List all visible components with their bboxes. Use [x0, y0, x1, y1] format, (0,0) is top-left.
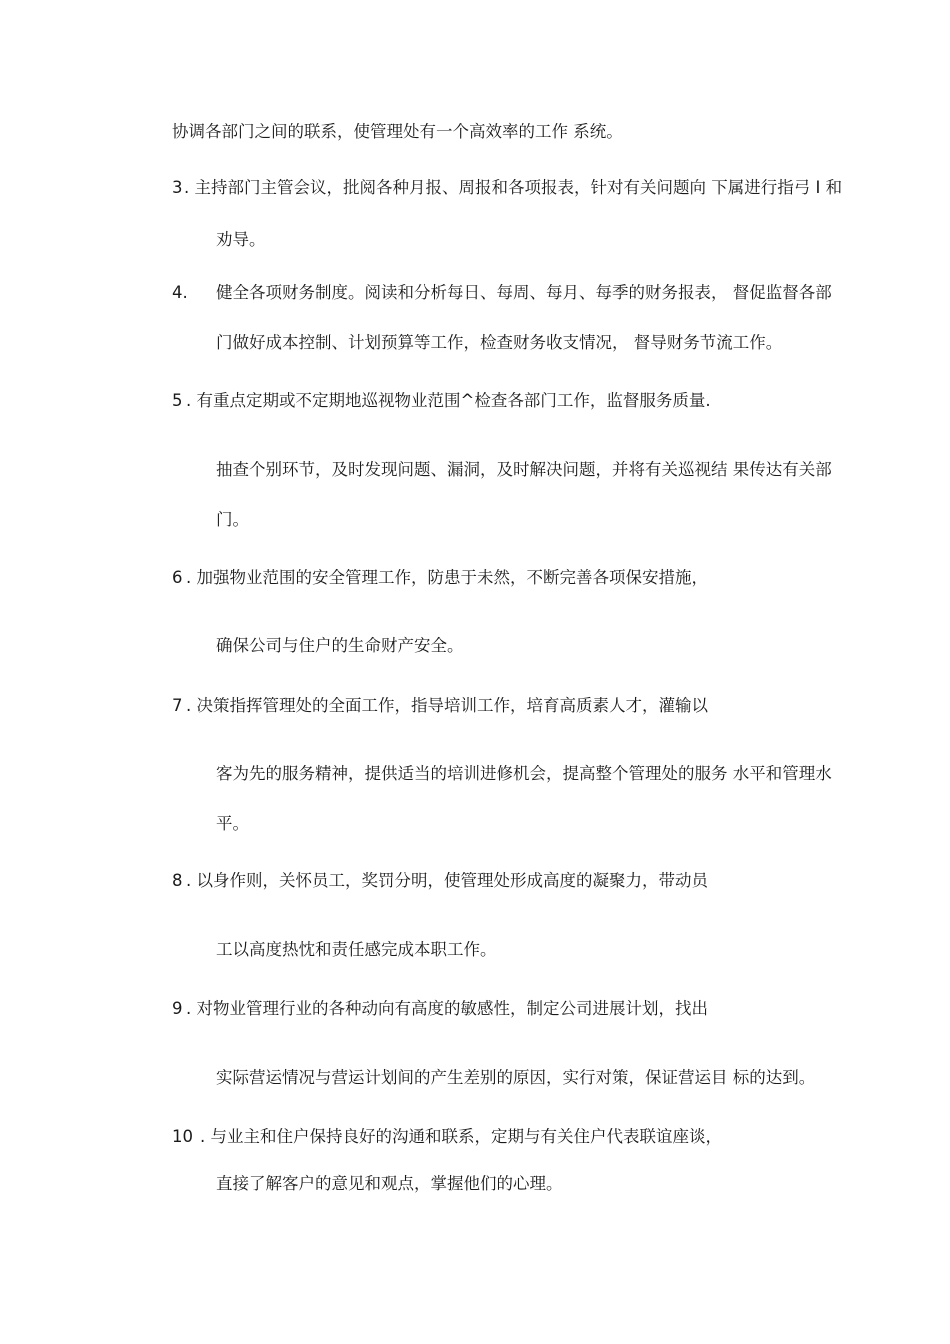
item-9-number: 9: [172, 999, 183, 1018]
item-6-number: 6: [172, 568, 183, 587]
item-4-number: 4.: [172, 283, 188, 302]
item-10-number: 10: [172, 1127, 193, 1146]
paragraph-0-line-1: 协调各部门之间的联系，使管理处有一个高效率的工作 系统。: [172, 122, 623, 141]
item-7-line-1: . 决策指挥管理处的全面工作，指导培训工作，培育高质素人才，灌输以: [186, 696, 708, 715]
item-6-line-1: . 加强物业范围的安全管理工作，防患于未然，不断完善各项保安措施，: [186, 568, 708, 587]
item-8-number: 8: [172, 871, 183, 890]
item-3-line-2: 劝导。: [216, 230, 266, 249]
item-9-line-2: 实际营运情况与营运计划间的产生差别的原因，实行对策，保证营运目 标的达到。: [216, 1068, 816, 1087]
item-10-line-2: 直接了解客户的意见和观点，掌握他们的心理。: [216, 1174, 563, 1193]
item-5-line-2: 抽查个别环节，及时发现问题、漏洞，及时解决问题，并将有关巡视结 果传达有关部: [216, 460, 832, 479]
item-5-line-3: 门。: [216, 510, 249, 529]
item-3-number: 3: [172, 178, 183, 197]
item-3-line-1: . 主持部门主管会议，批阅各种月报、周报和各项报表，针对有关问题向 下属进行指弓 I 和: [184, 178, 843, 197]
item-4-line-2: 门做好成本控制、计划预算等工作，检查财务收支情况， 督导财务节流工作。: [216, 333, 783, 352]
item-8-line-2: 工以高度热忱和责任感完成本职工作。: [216, 940, 497, 959]
item-7-line-2: 客为先的服务精神，提供适当的培训进修机会，提高整个管理处的服务 水平和管理水: [216, 764, 832, 783]
item-10-line-1: . 与业主和住户保持良好的沟通和联系，定期与有关住户代表联谊座谈，: [200, 1127, 722, 1146]
item-7-number: 7: [172, 696, 183, 715]
item-8-line-1: . 以身作则，关怀员工，奖罚分明，使管理处形成高度的凝聚力，带动员: [186, 871, 708, 890]
item-5-number: 5: [172, 391, 183, 410]
item-4-line-1: 健全各项财务制度。阅读和分析每日、每周、每月、每季的财务报表， 督促监督各部: [216, 283, 832, 302]
item-9-line-1: . 对物业管理行业的各种动向有高度的敏感性，制定公司进展计划，找出: [186, 999, 708, 1018]
item-7-line-3: 平。: [216, 814, 249, 833]
item-6-line-2: 确保公司与住户的生命财产安全。: [216, 636, 464, 655]
item-5-line-1: . 有重点定期或不定期地巡视物业范围^检查各部门工作，监督服务质量.: [186, 391, 711, 410]
